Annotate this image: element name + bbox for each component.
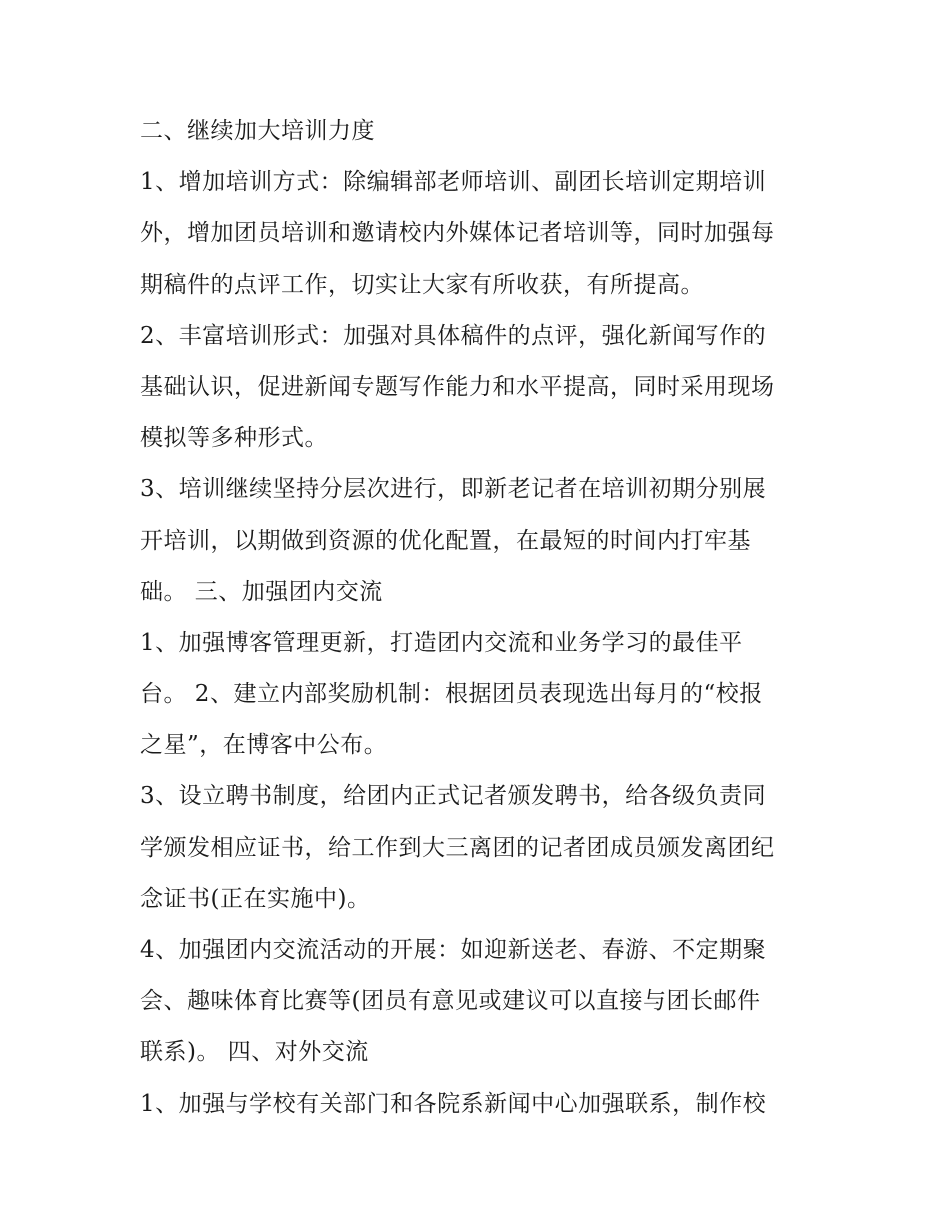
text-line: 2、丰富培训形式：加强对具体稿件的点评，强化新闻写作的 [140, 322, 767, 349]
text-line: 期稿件的点评工作，切实让大家有所收获，有所提高。 [140, 271, 704, 298]
text-line: 1、加强博客管理更新，打造团内交流和业务学习的最佳平 [140, 629, 743, 656]
text-line: 3、培训继续坚持分层次进行，即新老记者在培训初期分别展 [140, 476, 767, 503]
text-line: 1、增加培训方式：除编辑部老师培训、副团长培训定期培训 [140, 169, 767, 196]
text-line: 开培训，以期做到资源的优化配置，在最短的时间内打牢基 [140, 527, 751, 554]
text-line: 台。 2、建立内部奖励机制：根据团员表现选出每月的“校报 [140, 681, 763, 708]
text-line: 4、加强团内交流活动的开展：如迎新送老、春游、不定期聚 [140, 937, 767, 963]
text-line: 念证书(正在实施中)。 [140, 885, 371, 912]
text-line: 联系)。 四、对外交流 [140, 1039, 369, 1066]
text-line: 础。 三、加强团内交流 [140, 578, 383, 605]
text-line: 外，增加团员培训和邀请校内外媒体记者培训等，同时加强每 [140, 220, 775, 247]
text-line: 基础认识，促进新闻专题写作能力和水平提高，同时采用现场 [140, 373, 775, 400]
text-line: 模拟等多种形式。 [140, 425, 328, 452]
text-line: 会、趣味体育比赛等(团员有意见或建议可以直接与团长邮件 [140, 988, 761, 1015]
text-line: 之星”，在博客中公布。 [140, 732, 388, 759]
text-line: 学颁发相应证书，给工作到大三离团的记者团成员颁发离团纪 [140, 834, 775, 861]
document-body [140, 106, 820, 1130]
section-heading-training: 二、继续加大培训力度 [140, 118, 375, 144]
text-line: 1、加强与学校有关部门和各院系新闻中心加强联系，制作校 [140, 1090, 767, 1117]
text-line: 3、设立聘书制度，给团内正式记者颁发聘书，给各级负责同 [140, 783, 767, 810]
